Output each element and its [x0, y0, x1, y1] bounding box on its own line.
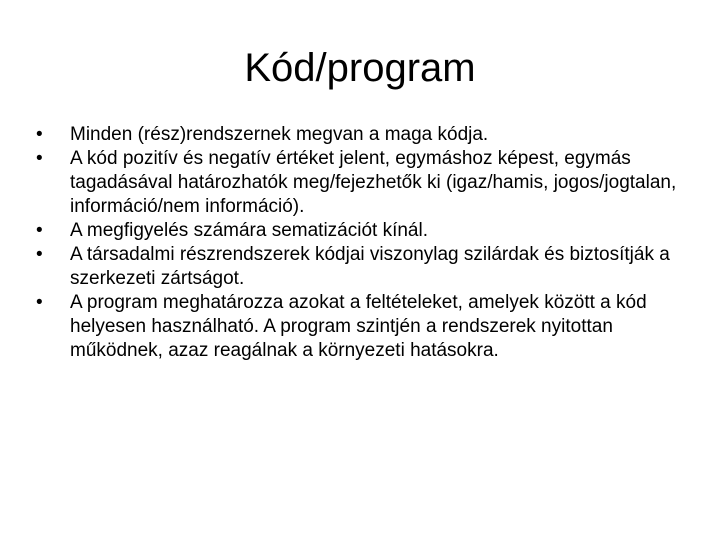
- bullet-text: Minden (rész)rendszernek megvan a maga kódja.: [70, 124, 489, 145]
- bullet-text: A társadalmi részrendszerek kódjai viszonylag szilárdak és biztosítják a szerkezeti zártságot.: [70, 244, 670, 289]
- bullet-item: [36, 219, 686, 243]
- bullet-dot-icon: •: [36, 244, 43, 265]
- bullet-item: [36, 243, 686, 291]
- bullet-dot-icon: •: [36, 148, 43, 169]
- bullet-dot-icon: •: [36, 124, 43, 145]
- bullet-item: [36, 123, 686, 147]
- bullet-item: [36, 291, 686, 363]
- bullet-dot-icon: •: [36, 220, 43, 241]
- bullet-item: [36, 147, 686, 219]
- slide-title: Kód/program: [244, 46, 476, 90]
- bullet-text: A megfigyelés számára sematizációt kínál.: [70, 220, 428, 241]
- bullet-list: [36, 123, 686, 363]
- bullet-text: A kód pozitív és negatív értéket jelent, egymáshoz képest, egymás tagadásával határozhatók meg/fejezhetők ki (igaz/hamis, jogos/jogtalan, információ/nem információ).: [70, 148, 677, 217]
- bullet-dot-icon: •: [36, 292, 43, 313]
- bullet-text: A program meghatározza azokat a feltételeket, amelyek között a kód helyesen használható. A program szintjén a rendszerek nyitottan működnek, azaz reagálnak a környezeti hatásokra.: [70, 292, 647, 361]
